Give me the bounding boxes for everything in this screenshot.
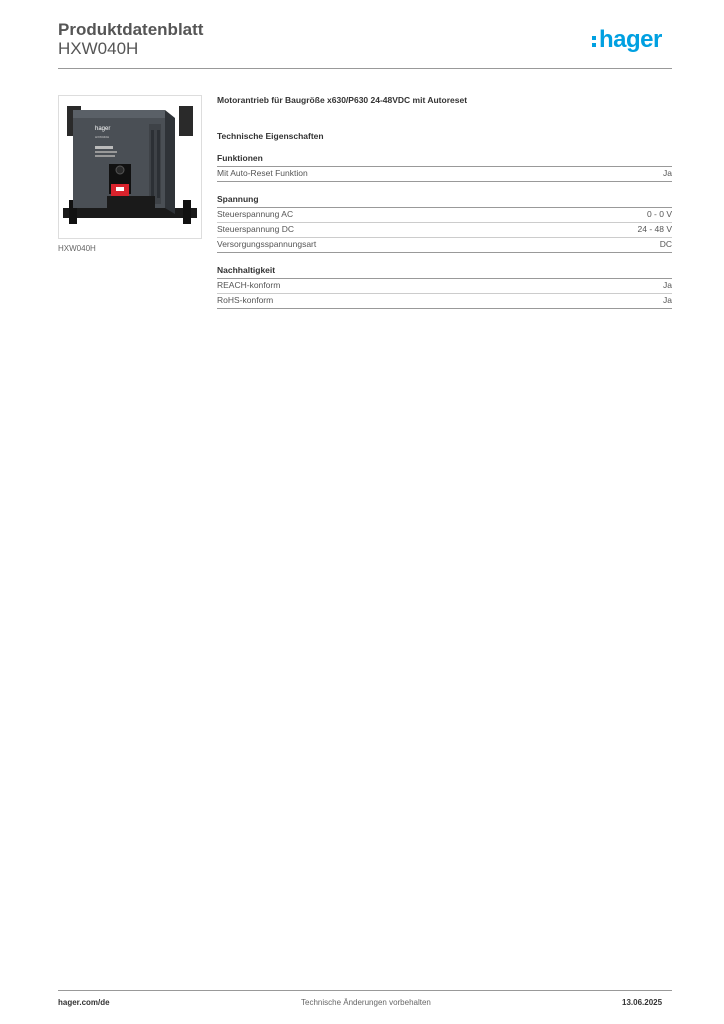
- row-value: Ja: [663, 295, 672, 305]
- group-title: Nachhaltigkeit: [217, 265, 672, 279]
- group-nachhaltigkeit: [217, 265, 672, 309]
- group-title: Spannung: [217, 194, 672, 208]
- group-spannung: [217, 194, 672, 253]
- logo-colon-icon: [592, 32, 597, 47]
- row-label: REACH-konform: [217, 280, 281, 290]
- footer-date: 13.06.2025: [622, 998, 663, 1007]
- product-code: HXW040H: [58, 39, 139, 58]
- row-label: Versorgungsspannungsart: [217, 239, 317, 249]
- table-row: [217, 294, 672, 309]
- footer-notice: Technische Änderungen vorbehalten: [301, 998, 431, 1007]
- motor-drive-illustration: [59, 96, 201, 238]
- logo-text: hager: [599, 26, 662, 53]
- device-logo: hager: [95, 126, 111, 132]
- product-image: [58, 95, 202, 239]
- row-label: Mit Auto-Reset Funktion: [217, 168, 308, 178]
- table-row: [217, 279, 672, 294]
- hager-logo: [592, 28, 662, 52]
- table-row: [217, 208, 672, 223]
- row-value: 0 - 0 V: [646, 209, 672, 219]
- table-row: [217, 238, 672, 253]
- row-label: RoHS-konform: [217, 295, 274, 305]
- table-row: [217, 167, 672, 182]
- footer-divider: [58, 990, 672, 991]
- group-title: Funktionen: [217, 153, 672, 167]
- image-caption: HXW040H: [58, 244, 96, 253]
- table-row: [217, 223, 672, 238]
- group-funktionen: [217, 153, 672, 182]
- header-divider: [58, 68, 672, 69]
- page-title: Produktdatenblatt: [58, 20, 204, 39]
- row-label: Steuerspannung DC: [217, 224, 295, 234]
- row-value: DC: [659, 239, 672, 249]
- content: [217, 95, 672, 309]
- row-label: Steuerspannung AC: [217, 209, 294, 219]
- section-title: Technische Eigenschaften: [217, 131, 324, 141]
- row-value: Ja: [663, 280, 672, 290]
- product-headline: Motorantrieb für Baugröße x630/P630 24-48VDC mit Autoreset: [217, 95, 468, 105]
- footer-website-link[interactable]: hager.com/de: [58, 998, 110, 1007]
- row-value: 24 - 48 V: [637, 224, 672, 234]
- device-label: HXW040H: [95, 135, 110, 139]
- row-value: Ja: [663, 168, 672, 178]
